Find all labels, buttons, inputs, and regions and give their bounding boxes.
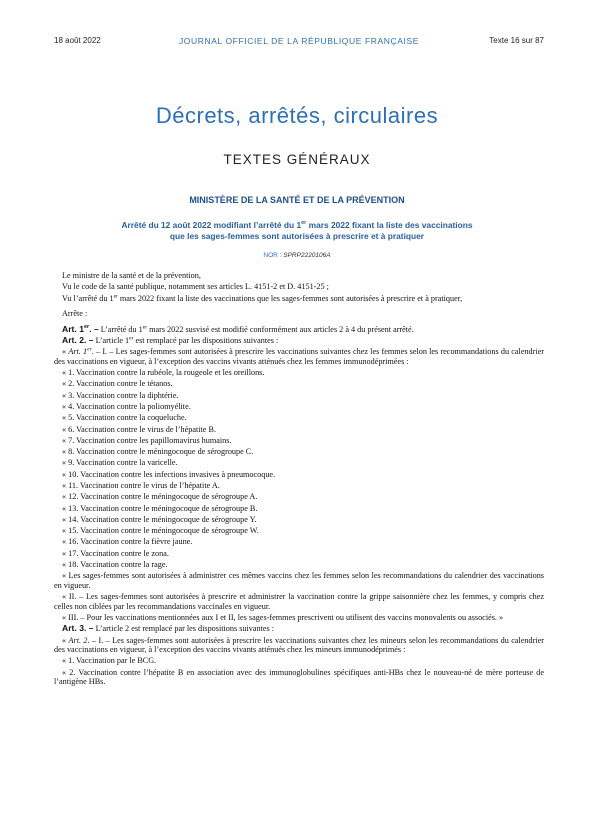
sub-title: TEXTES GÉNÉRAUX: [223, 152, 371, 167]
article-1-text-a: L’arrêté du 1: [98, 324, 143, 334]
article-2-text-a: L’article 1: [93, 336, 130, 346]
article-1-text-sup: er: [142, 324, 148, 331]
preamble-minister: Le ministre de la santé et de la prévention,: [62, 271, 201, 280]
list-item: « 12. Vaccination contre le méningocoque de sérogroupe A.: [62, 492, 258, 502]
preamble-vu-arrete-sup: er: [113, 292, 118, 299]
article-3-intro: [54, 636, 544, 655]
article-1-label-sup: er: [83, 323, 90, 330]
list-item: « 3. Vaccination contre la diphtérie.: [62, 390, 179, 400]
arrete-title: [60, 220, 534, 242]
nor-label: NOR :: [263, 252, 284, 259]
list-item: « 2. Vaccination contre le tétanos.: [62, 379, 173, 389]
list-item: « 5. Vaccination contre la coqueluche.: [62, 413, 187, 423]
list-item: « 8. Vaccination contre le méningocoque de sérogroupe C.: [62, 447, 254, 457]
article-1-label: [62, 324, 99, 334]
arrete-title-line2: que les sages-femmes sont autorisées à prescrire et à pratiquer: [169, 231, 425, 241]
preamble-vu-code: Vu le code de la santé publique, notamment ses articles L. 4151-2 et D. 4151-25 ;: [62, 282, 329, 292]
arrete-title-line1-a: Arrêté du 12 août 2022 modifiant l’arrêté du 1: [121, 220, 302, 230]
article-2: [54, 336, 544, 346]
nor-code: SPRP2220106A: [283, 252, 331, 259]
list-item: « 6. Vaccination contre le virus de l’hépatite B.: [62, 424, 216, 434]
article-3-text: L’article 2 est remplacé par les dispositions suivantes :: [93, 624, 274, 634]
article-2-same-vaccines: « Les sages-femmes sont autorisées à administrer ces mêmes vaccins chez les femmes selon les recommandations du calendrier des vaccinations en vigueur.: [54, 571, 544, 590]
article-3: [54, 624, 544, 634]
article-3-label: Art. 3. –: [62, 623, 94, 634]
list-item: « 4. Vaccination contre la poliomyélite.: [62, 402, 191, 412]
article-2-intro: [54, 347, 544, 366]
journal-name: JOURNAL OFFICIEL DE LA RÉPUBLIQUE FRANÇAISE: [178, 36, 420, 46]
article-1: [54, 325, 544, 335]
list-item: « 14. Vaccination contre le méningocoque de sérogroupe Y.: [62, 514, 257, 524]
nor-reference: [0, 252, 594, 259]
article-3-intro-art: Art. 2: [68, 635, 88, 645]
text-number: Texte 16 sur 87: [489, 36, 544, 45]
article-2-intro-art-text: Art. 1: [68, 347, 88, 357]
preamble-vu-arrete-a: Vu l’arrêté du 1: [62, 293, 114, 303]
list-item: « 10. Vaccination contre les infections invasives à pneumocoque.: [62, 469, 276, 479]
article-2-text-b: est remplacé par les dispositions suivantes :: [133, 336, 279, 346]
article-1-label-end: . –: [89, 323, 99, 334]
arrete-title-sup: er: [301, 220, 307, 227]
list-item: « 11. Vaccination contre le virus de l’hépatite A.: [62, 481, 220, 490]
vaccination-list-women: [54, 368, 544, 569]
list-item: « 16. Vaccination contre la fièvre jaune.: [62, 537, 193, 547]
article-3-intro-text: . – I. – Les sages-femmes sont autorisées à prescrire les vaccinations suivantes chez les mineurs selon les recommandations du calendrier des vaccinations en vigueur, à l’exception des vaccins vivants atténués chez les mineurs immunodéprimés :: [54, 635, 545, 655]
list-item: « 9. Vaccination contre la varicelle.: [62, 458, 178, 468]
article-2-text-sup: er: [129, 335, 134, 342]
list-item: « 13. Vaccination contre le méningocoque de sérogroupe B.: [62, 503, 258, 513]
article-2-section-III: « III. – Pour les vaccinations mentionnées aux I et II, les sages-femmes prescrivent ou utilisent des vaccins monovalents ou associés. »: [62, 613, 504, 622]
section-title: Décrets, arrêtés, circulaires: [155, 103, 439, 128]
document-body: [54, 271, 544, 689]
list-item: « 1. Vaccination par le BCG.: [62, 656, 157, 666]
preamble-vu-arrete-b: mars 2022 fixant la liste des vaccinations que les sages-femmes sont autorisées à prescrire et à pratiquer,: [117, 293, 463, 303]
article-2-intro-art-sup: er: [87, 346, 92, 353]
article-2-intro-text: . – I. – Les sages-femmes sont autorisées à prescrire les vaccinations suivantes chez les femmes selon les recommandations du calendrier des vaccinations en vigueur, à l’exception des vaccins vivants atténués chez les femmes immunodéprimées :: [54, 347, 545, 366]
ministry-name: MINISTÈRE DE LA SANTÉ ET DE LA PRÉVENTION: [189, 195, 405, 205]
article-2-label: Art. 2. –: [62, 335, 94, 346]
preamble-vu-arrete: [54, 294, 544, 304]
page-header: [54, 36, 544, 48]
article-2-intro-open: «: [62, 347, 69, 357]
article-2-intro-art: [68, 347, 91, 356]
article-3-intro-open: «: [62, 635, 69, 645]
article-1-text-b: mars 2022 susvisé est modifié conformément aux articles 2 à 4 du présent arrêté.: [147, 324, 414, 334]
arrete-label: Arrête :: [62, 309, 88, 319]
arrete-title-line1-b: mars 2022 fixant la liste des vaccinations: [306, 220, 473, 230]
list-item: « 17. Vaccination contre le zona.: [62, 548, 169, 558]
list-item: « 18. Vaccination contre la rage.: [62, 559, 168, 569]
list-item: « 1. Vaccination contre la rubéole, la rougeole et les oreillons.: [62, 368, 265, 378]
list-item: « 2. Vaccination contre l’hépatite B en association avec des immunoglobulines spécifiques anti-HBs chez le nouveau-né de mère porteuse de l’antigène HBs.: [54, 667, 544, 687]
article-2-section-II: « II. – Les sages-femmes sont autorisées à prescrire et administrer la vaccination contre la grippe saisonnière chez les femmes, y compris chez celles non ciblées par les recommandations vaccinales en vigueur.: [54, 592, 544, 611]
article-1-label-text: Art. 1: [62, 323, 84, 334]
list-item: « 7. Vaccination contre les papillomavirus humains.: [62, 435, 232, 445]
list-item: « 15. Vaccination contre le méningocoque de sérogroupe W.: [62, 526, 259, 536]
header-date: 18 août 2022: [54, 36, 101, 45]
